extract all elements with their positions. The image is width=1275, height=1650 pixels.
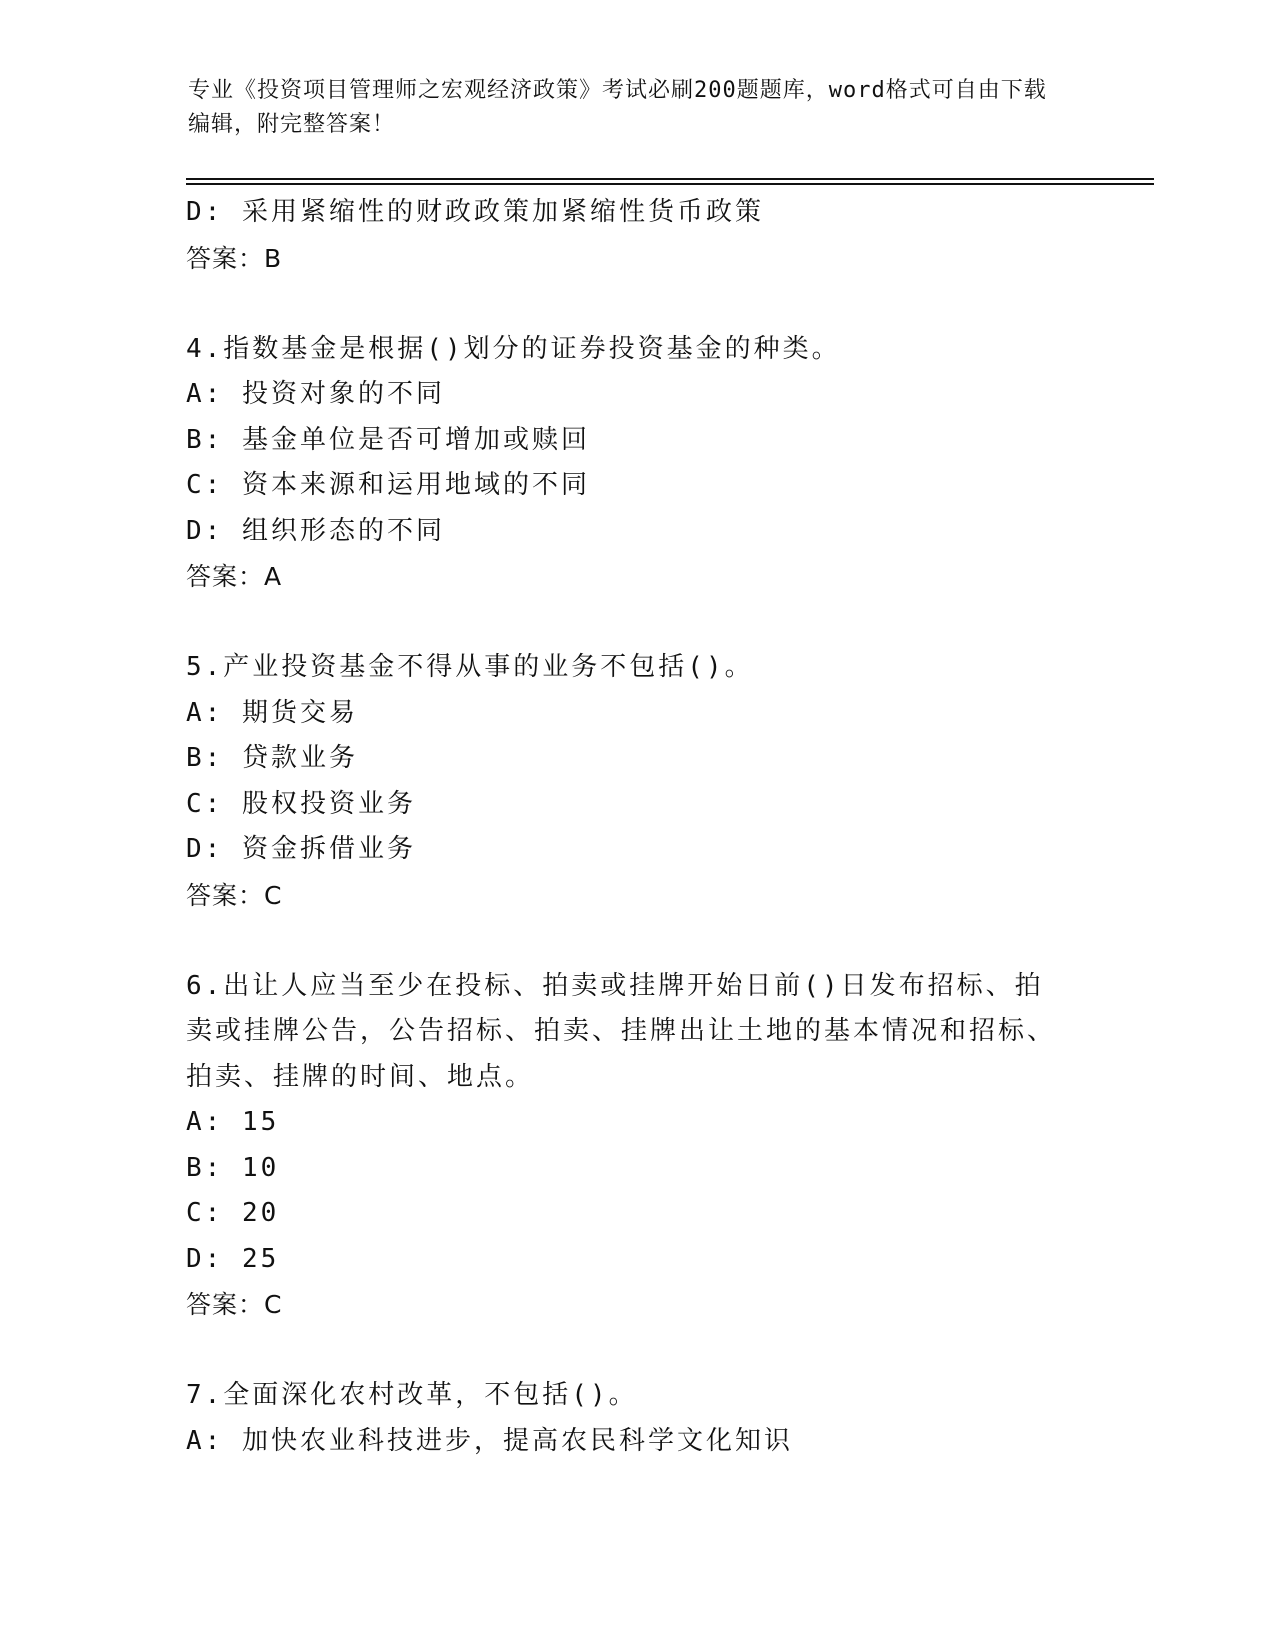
- option-line: D: 采用紧缩性的财政政策加紧缩性货币政策: [186, 197, 764, 227]
- option-line: C: 20: [186, 1198, 280, 1228]
- option-label: A: [186, 379, 205, 409]
- answer-value: C: [264, 1290, 283, 1319]
- answer-label: 答案：: [186, 243, 265, 273]
- option-line: C: 股权投资业务: [186, 788, 416, 819]
- option-label: D: [186, 1243, 205, 1274]
- option-line: D: 资金拆借业务: [186, 834, 416, 864]
- answer-line: [186, 1282, 1086, 1328]
- option-text: 25: [241, 1243, 280, 1274]
- option-line: D: 25: [186, 1243, 280, 1274]
- option-label: A: [186, 697, 205, 728]
- option-line: C: 资本来源和运用地域的不同: [186, 470, 590, 500]
- answer-line: [186, 873, 1086, 919]
- option-text: 基金单位是否可增加或赎回: [241, 424, 590, 455]
- option-text: 组织形态的不同: [241, 515, 445, 546]
- option-label: C: [186, 470, 205, 500]
- answer-line: [186, 236, 1086, 282]
- answer-line: [186, 554, 1086, 600]
- option-line: B: 10: [186, 1152, 280, 1183]
- option-text: 采用紧缩性的财政政策加紧缩性货币政策: [241, 197, 764, 227]
- option-line: A: 15: [186, 1107, 280, 1137]
- option-text: 投资对象的不同: [241, 379, 445, 409]
- header-rule-bottom: [186, 183, 1154, 185]
- option-text: 20: [241, 1198, 280, 1228]
- answer-label: 答案：: [186, 880, 265, 910]
- header-rule-top: [186, 178, 1154, 180]
- question-stem: 5.产业投资基金不得从事的业务不包括()。: [186, 652, 754, 682]
- option-label: C: [186, 1198, 205, 1228]
- option-text: 资金拆借业务: [241, 834, 416, 864]
- option-text: 期货交易: [241, 697, 358, 728]
- document-header: 专业《投资项目管理师之宏观经济政策》考试必刷200题题库，word格式可自由下载编辑，附完整答案！: [188, 78, 1047, 137]
- spacer: [186, 600, 1086, 646]
- option-label: B: [186, 1152, 205, 1183]
- option-line: D: 组织形态的不同: [186, 515, 445, 546]
- option-label: A: [186, 1107, 205, 1137]
- option-label: A: [186, 1425, 205, 1456]
- option-text: 股权投资业务: [241, 788, 416, 819]
- option-line: A: 期货交易: [186, 697, 358, 728]
- option-text: 贷款业务: [241, 743, 358, 773]
- question-stem: 6.出让人应当至少在投标、拍卖或挂牌开始日前()日发布招标、拍卖或挂牌公告，公告招标、拍卖、挂牌出让土地的基本情况和招标、拍卖、挂牌的时间、地点。: [186, 970, 1057, 1092]
- option-label: B: [186, 743, 205, 773]
- option-line: B: 贷款业务: [186, 743, 358, 773]
- spacer: [186, 1328, 1086, 1374]
- answer-value: C: [264, 880, 283, 910]
- option-label: C: [186, 788, 205, 819]
- question-stem: 7.全面深化农村改革，不包括()。: [186, 1380, 638, 1410]
- option-text: 资本来源和运用地域的不同: [241, 470, 590, 500]
- option-text: 15: [241, 1107, 280, 1137]
- option-label: D: [186, 834, 205, 864]
- spacer: [186, 918, 1086, 964]
- answer-label: 答案：: [186, 1290, 265, 1319]
- option-label: D: [186, 197, 205, 227]
- spacer: [186, 281, 1086, 327]
- answer-label: 答案：: [186, 562, 265, 591]
- answer-value: B: [264, 243, 283, 273]
- option-text: 加快农业科技进步，提高农民科学文化知识: [241, 1425, 793, 1456]
- option-line: A: 投资对象的不同: [186, 379, 445, 409]
- option-label: B: [186, 424, 205, 455]
- answer-value: A: [264, 562, 283, 591]
- question-content: [186, 190, 1086, 1464]
- option-text: 10: [241, 1152, 280, 1183]
- option-line: B: 基金单位是否可增加或赎回: [186, 424, 590, 455]
- option-label: D: [186, 515, 205, 546]
- option-line: A: 加快农业科技进步，提高农民科学文化知识: [186, 1425, 793, 1456]
- question-stem: 4.指数基金是根据()划分的证券投资基金的种类。: [186, 333, 841, 364]
